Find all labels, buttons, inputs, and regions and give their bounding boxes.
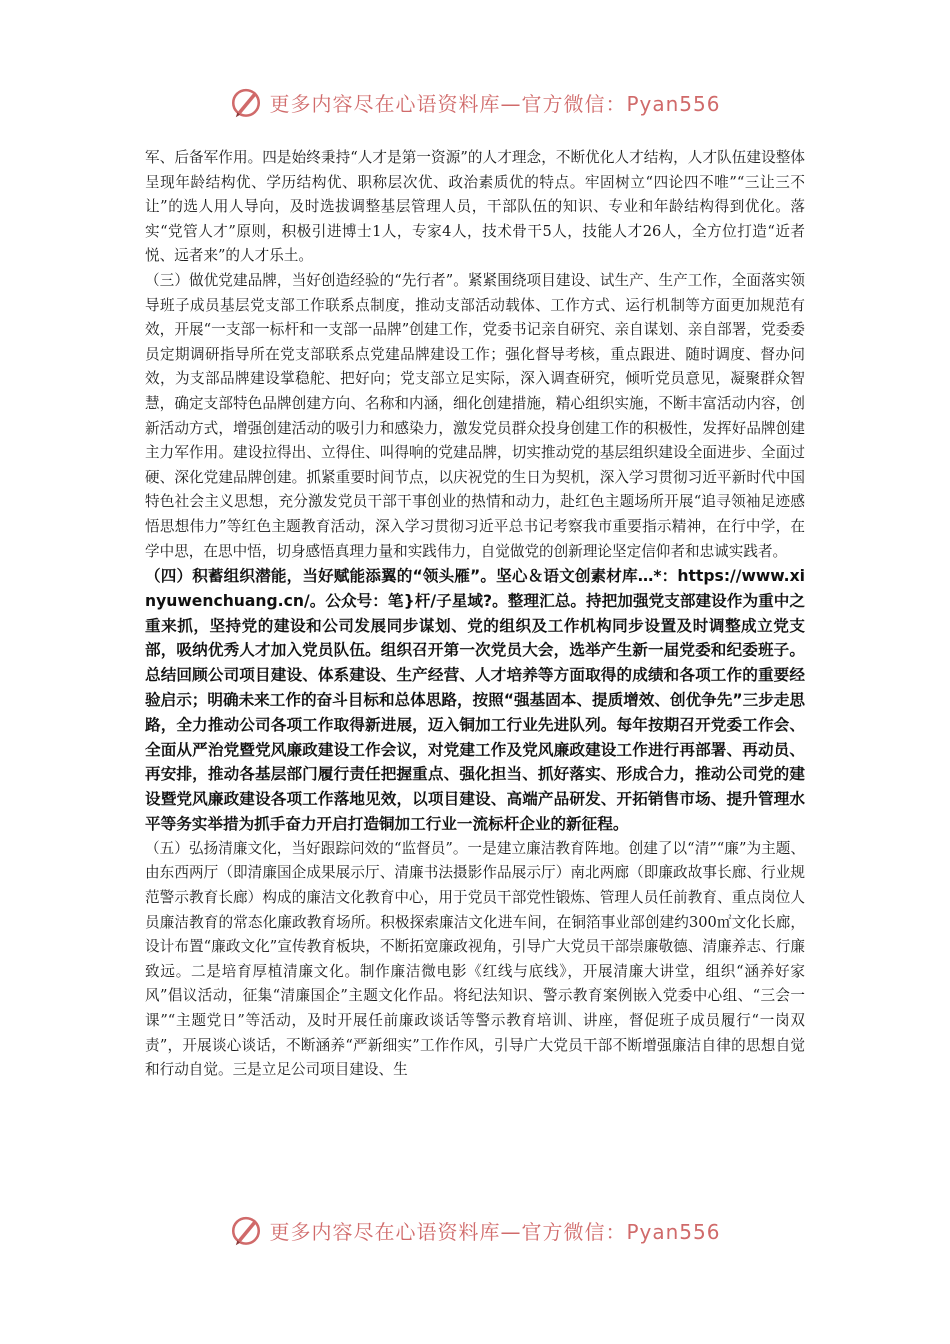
footer-banner-text: 更多内容尽在心语资料库—官方微信：Pyan556: [269, 1219, 721, 1244]
pen-circle-logo-icon: [229, 85, 263, 119]
header-banner: [0, 82, 950, 122]
pen-circle-logo-icon: [229, 1213, 263, 1247]
header-banner-text: 更多内容尽在心语资料库—官方微信：Pyan556: [269, 91, 721, 116]
paragraph-bold: （四）积蓄组织潜能，当好赋能添翼的“领头雁”。坚心＆语文创素材库…*：https://www.xinyuwenchuang.cn/。公众号：笔}杆/子星域?。整理汇总。持把加强党支部建设作为重中之重来抓，坚持党的建设和公司发展同步谋划、党的组织及工作机构同步设置及时调整成立党支部，吸纳优秀人才加入党员队伍。组织召开第一次党员大会，选举产生新一届党委和纪委班子。总结回顾公司项目建设、体系建设、生产经营、人才培养等方面取得的成绩和各项工作的重要经验启示；明确未来工作的奋斗目标和总体思路，按照“强基固本、提质增效、创优争先”三步走思路，全力推动公司各项工作取得新进展，迈入铜加工行业先进队列。每年按期召开党委工作会、全面从严治党暨党风廉政建设工作会议，对党建工作及党风廉政建设工作进行再部署、再动员、再安排，推动各基层部门履行责任把握重点、强化担当、抓好落实、形成合力，推动公司党的建设暨党风廉政建设各项工作落地见效，以项目建设、高端产品研发、开拓销售市场、提升管理水平等务实举措为抓手奋力开启打造铜加工行业一流标杆企业的新征程。: [145, 567, 805, 834]
paragraph: （三）做优党建品牌，当好创造经验的“先行者”。紧紧围绕项目建设、试生产、生产工作，全面落实领导班子成员基层党支部工作联系点制度，推动支部活动载体、工作方式、运行机制等方面更加规范有效，开展“一支部一标杆和一支部一品牌”创建工作，党委书记亲自研究、亲自谋划、亲自部署，党委委员定期调研指导所在党支部联系点党建品牌建设工作；强化督导考核，重点跟进、随时调度、督办问效，为支部品牌建设掌稳舵、把好向；党支部立足实际，深入调查研究，倾听党员意见，凝聚群众智慧，确定支部特色品牌创建方向、名称和内涵，细化创建措施，精心组织实施，不断丰富活动内容，创新活动方式，增强创建活动的吸引力和感染力，激发党员群众投身创建工作的积极性，发挥好品牌创建主力军作用。建设拉得出、立得住、叫得响的党建品牌，切实推动党的基层组织建设全面进步、全面过硬、深化党建品牌创建。抓紧重要时间节点，以庆祝党的生日为契机，深入学习贯彻习近平新时代中国特色社会主义思想，充分激发党员干部干事创业的热情和动力，赴红色主题场所开展“追寻领袖足迹感悟思想伟力”等红色主题教育活动，深入学习贯彻习近平总书记考察我市重要指示精神，在行中学，在学中思，在思中悟，切身感悟真理力量和实践伟力，自觉做党的创新理论坚定信仰者和忠诚实践者。: [145, 271, 805, 560]
document-body: [145, 146, 805, 1083]
footer-banner: [0, 1210, 950, 1250]
paragraph: 军、后备军作用。四是始终秉持“人才是第一资源”的人才理念，不断优化人才结构，人才队伍建设整体呈现年龄结构优、学历结构优、职称层次优、政治素质优的特点。牢固树立“四论四不唯”“三让三不让”的选人用人导向，及时选拔调整基层管理人员，干部队伍的知识、专业和年龄结构得到优化。落实“党管人才”原则，积极引进博士1人，专家4人，技术骨干5人，技能人才26人，全方位打造“近者悦、远者来”的人才乐土。: [145, 149, 805, 265]
paragraph: （五）弘扬清廉文化，当好跟踪问效的“监督员”。一是建立廉洁教育阵地。创建了以“清”“廉”为主题、由东西两厅（即清廉国企成果展示厅、清廉书法摄影作品展示厅）南北两廊（即廉政故事长廊、行业规范警示教育长廊）构成的廉洁文化教育中心，用于党员干部党性锻炼、管理人员任前教育、重点岗位人员廉洁教育的常态化廉政教育场所。积极探索廉洁文化进车间，在铜箔事业部创建约300㎡文化长廊，设计布置“廉政文化”宣传教育板块，不断拓宽廉政视角，引导广大党员干部崇廉敬德、清廉养志、行廉致远。二是培育厚植清廉文化。制作廉洁微电影《红线与底线》，开展清廉大讲堂，组织“涵养好家风”倡议活动，征集“清廉国企”主题文化作品。将纪法知识、警示教育案例嵌入党委中心组、“三会一课”“主题党日”等活动，及时开展任前廉政谈话等警示教育培训、讲座，督促班子成员履行“一岗双责”，开展谈心谈话，不断涵养“严新细实”工作作风，引导广大党员干部不断增强廉洁自律的思想自觉和行动自觉。三是立足公司项目建设、生: [145, 839, 805, 1079]
